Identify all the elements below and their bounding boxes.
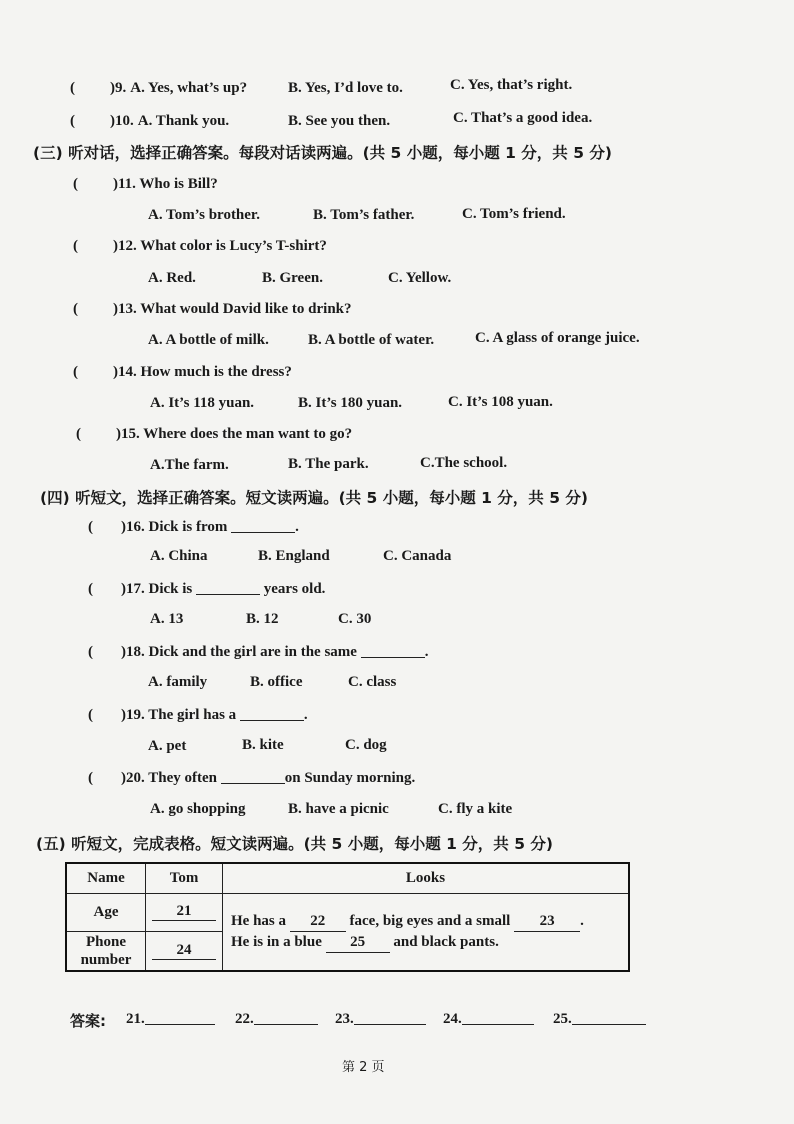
option-19a: A. pet — [148, 738, 187, 754]
phone-label: Phone number — [66, 931, 146, 971]
option-17c: C. 30 — [338, 611, 372, 627]
answer-line — [70, 1010, 106, 1031]
question-9: ( )9. A. Yes, what’s up? — [70, 80, 248, 96]
option-10c: C. That’s a good idea. — [453, 110, 593, 126]
option-19c: C. dog — [345, 737, 387, 753]
answer-22: 22. — [235, 1010, 318, 1028]
phone-cell — [146, 931, 223, 971]
blank-22: 22 — [290, 911, 346, 932]
answer-23: 23. — [335, 1010, 426, 1028]
page-number: 第 2 页 — [342, 1060, 385, 1075]
question-12: ( )12. What color is Lucy’s T-shirt? — [73, 238, 327, 254]
header-looks: Looks — [223, 863, 630, 893]
question-17: ( )17. Dick is years old. — [88, 581, 326, 597]
option-9c: C. Yes, that’s right. — [450, 77, 573, 93]
question-19: ( )19. The girl has a . — [88, 707, 308, 723]
question-20: ( )20. They often on Sunday morning. — [88, 770, 416, 786]
option-17b: B. 12 — [246, 611, 279, 627]
option-13a: A. A bottle of milk. — [148, 332, 269, 348]
option-12b: B. Green. — [262, 270, 323, 286]
option-15b: B. The park. — [288, 456, 369, 472]
question-11: ( )11. Who is Bill? — [73, 176, 218, 192]
option-18a: A. family — [148, 674, 208, 690]
answer-24: 24. — [443, 1010, 534, 1028]
option-12c: C. Yellow. — [388, 270, 452, 286]
blank-24: 24 — [152, 942, 216, 960]
section-5-heading: (五) 听短文，完成表格。短文读两遍。(共 5 小题，每小题 1 分，共 5 分) — [36, 835, 553, 853]
option-14b: B. It’s 180 yuan. — [298, 395, 403, 411]
option-20a: A. go shopping — [150, 801, 246, 817]
option-15c: C.The school. — [420, 455, 508, 471]
option-9b: B. Yes, I’d love to. — [288, 80, 403, 96]
question-14: ( )14. How much is the dress? — [73, 364, 292, 380]
answer-label: 答案: — [70, 1012, 106, 1030]
option-19b: B. kite — [242, 737, 284, 753]
option-13c: C. A glass of orange juice. — [475, 330, 640, 346]
question-16: ( )16. Dick is from . — [88, 519, 299, 535]
option-18c: C. class — [348, 674, 397, 690]
option-15a: A.The farm. — [150, 457, 229, 473]
option-16c: C. Canada — [383, 548, 452, 564]
blank-25: 25 — [326, 932, 390, 953]
option-14a: A. It’s 118 yuan. — [150, 395, 255, 411]
option-16a: A. China — [150, 548, 208, 564]
blank-23: 23 — [514, 911, 580, 932]
option-16b: B. England — [258, 548, 330, 564]
option-13b: B. A bottle of water. — [308, 332, 435, 348]
looks-cell: He has a 22 face, big eyes and a small 23 . He is in a blue 25 and black pants. — [223, 893, 630, 971]
question-10: ( )10. A. Thank you. — [70, 113, 230, 129]
info-table — [65, 862, 630, 972]
option-20b: B. have a picnic — [288, 801, 389, 817]
option-18b: B. office — [250, 674, 303, 690]
option-12a: A. Red. — [148, 270, 196, 286]
question-18: ( )18. Dick and the girl are in the same . — [88, 644, 429, 660]
option-11a: A. Tom’s brother. — [148, 207, 260, 223]
header-tom: Tom — [146, 863, 223, 893]
option-14c: C. It’s 108 yuan. — [448, 394, 553, 410]
section-4-heading: (四) 听短文，选择正确答案。短文读两遍。(共 5 小题，每小题 1 分，共 5 分) — [40, 489, 588, 507]
option-17a: A. 13 — [150, 611, 184, 627]
option-11b: B. Tom’s father. — [313, 207, 415, 223]
answer-21: 21. — [126, 1010, 215, 1028]
option-11c: C. Tom’s friend. — [462, 206, 566, 222]
header-name: Name — [66, 863, 146, 893]
question-13: ( )13. What would David like to drink? — [73, 301, 352, 317]
age-label: Age — [66, 893, 146, 931]
question-15: ( )15. Where does the man want to go? — [76, 426, 353, 442]
blank-21: 21 — [152, 903, 216, 921]
section-3-heading: (三) 听对话，选择正确答案。每段对话读两遍。(共 5 小题，每小题 1 分，共 5 分) — [33, 144, 612, 162]
answer-25: 25. — [553, 1010, 646, 1028]
option-10b: B. See you then. — [288, 113, 391, 129]
option-20c: C. fly a kite — [438, 801, 513, 817]
age-cell — [146, 893, 223, 931]
